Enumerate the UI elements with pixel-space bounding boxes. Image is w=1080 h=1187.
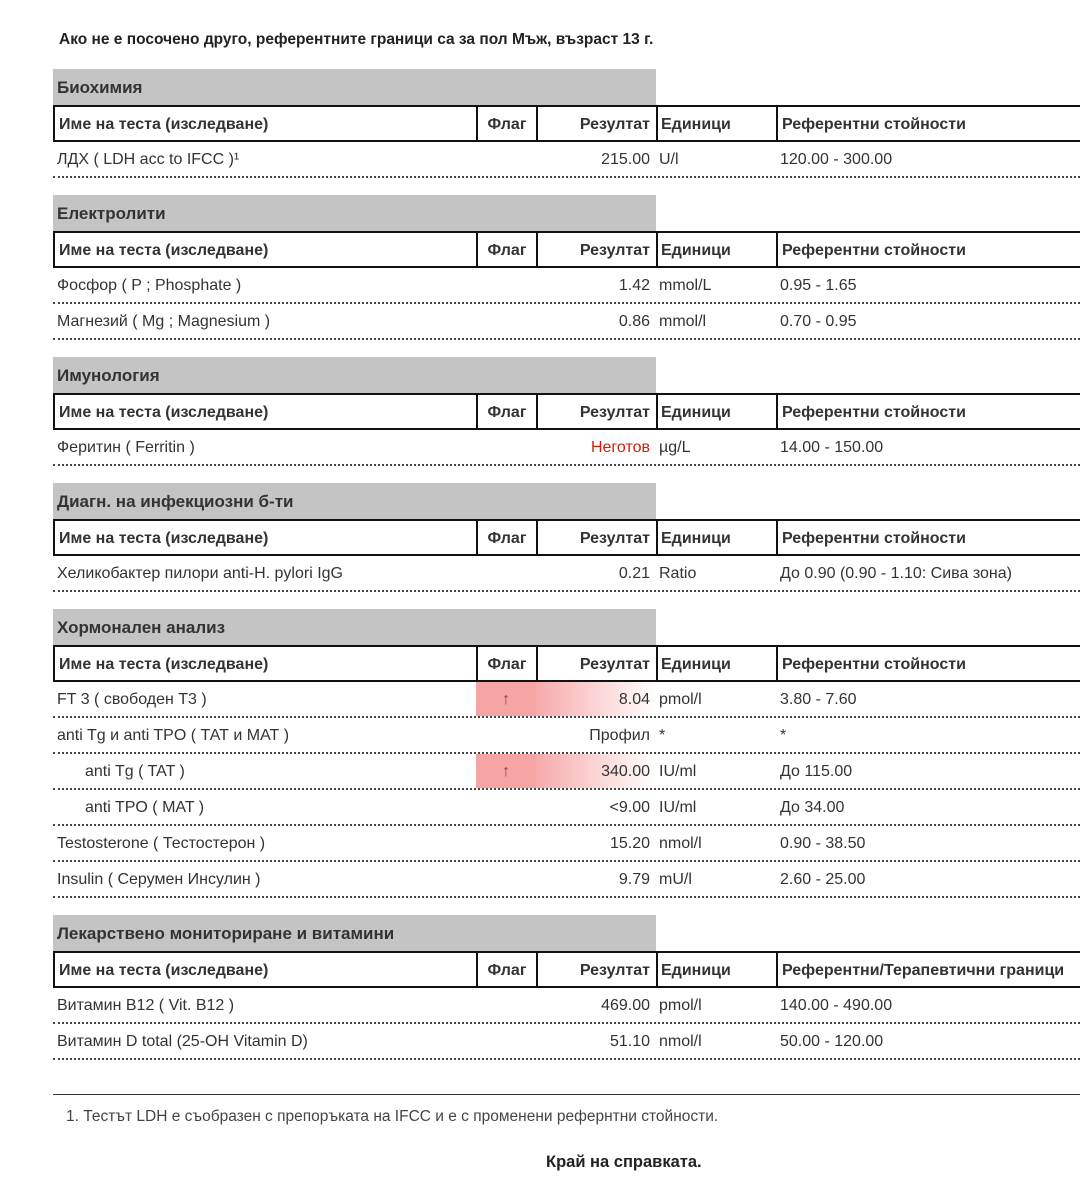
column-header-result: Резултат <box>538 521 658 554</box>
flag <box>476 268 536 302</box>
column-header-result: Резултат <box>538 647 658 680</box>
reference-range: 0.90 - 38.50 <box>780 835 866 852</box>
table-row <box>53 430 1080 466</box>
table-row <box>53 268 1080 304</box>
flag <box>476 142 536 176</box>
units: Ratio <box>659 565 697 582</box>
result: 215.00 <box>601 151 650 168</box>
column-header-units: Единици <box>658 395 778 428</box>
section-title: Хормонален анализ <box>53 609 656 645</box>
units: pmol/l <box>659 691 702 708</box>
flag <box>476 1024 536 1058</box>
table-row <box>53 556 1080 592</box>
table-row <box>53 790 1080 826</box>
units: mmol/L <box>659 277 712 294</box>
units: mmol/l <box>659 313 707 330</box>
section <box>53 483 1080 592</box>
column-header-flag: Флаг <box>478 953 538 986</box>
flag-up-arrow-icon: ↑ <box>476 754 536 788</box>
section <box>53 195 1080 340</box>
flag <box>476 862 536 896</box>
test-name: Testosterone ( Тестостерон ) <box>57 835 266 852</box>
table-row <box>53 304 1080 340</box>
table-header <box>53 519 1080 556</box>
column-header-flag: Флаг <box>478 233 538 266</box>
test-name: anti TPO ( MAT ) <box>85 799 205 816</box>
test-name: anti Tg ( TAT ) <box>85 763 185 780</box>
section <box>53 357 1080 466</box>
units: IU/ml <box>659 763 697 780</box>
column-header-result: Резултат <box>538 233 658 266</box>
flag <box>476 718 536 752</box>
reference-note: Ако не е посочено друго, референтните граници са за пол Мъж, възраст 13 г. <box>59 31 654 48</box>
result: Неготов <box>590 439 650 456</box>
column-header-test-name: Име на теста (изследване) <box>55 953 478 986</box>
reference-range: До 34.00 <box>780 799 845 816</box>
reference-range: 0.70 - 0.95 <box>780 313 857 330</box>
units: µg/L <box>659 439 691 456</box>
column-header-reference-range: Референтни стойности <box>782 404 966 421</box>
reference-range: 50.00 - 120.00 <box>780 1033 884 1050</box>
column-header-units: Единици <box>658 953 778 986</box>
units: IU/ml <box>659 799 697 816</box>
column-header-result: Резултат <box>538 395 658 428</box>
column-header-test-name: Име на теста (изследване) <box>55 107 478 140</box>
column-header-reference-range: Референтни/Терапевтични граници <box>782 962 1065 979</box>
result: <9.00 <box>609 799 650 816</box>
result: 340.00 <box>536 754 656 788</box>
result: 9.79 <box>618 871 650 888</box>
reference-range: 2.60 - 25.00 <box>780 871 866 888</box>
reference-range: 140.00 - 490.00 <box>780 997 893 1014</box>
section <box>53 69 1080 178</box>
table-row <box>53 1024 1080 1060</box>
units: nmol/l <box>659 1033 702 1050</box>
flag <box>476 304 536 338</box>
test-name: Хеликобактер пилори anti-H. pylori IgG <box>57 565 343 582</box>
column-header-test-name: Име на теста (изследване) <box>55 233 478 266</box>
table-header <box>53 231 1080 268</box>
column-header-flag: Флаг <box>478 395 538 428</box>
table-row <box>53 862 1080 898</box>
column-header-result: Резултат <box>538 107 658 140</box>
reference-range: * <box>780 727 787 744</box>
flag <box>476 826 536 860</box>
column-header-test-name: Име на теста (изследване) <box>55 521 478 554</box>
reference-range: 120.00 - 300.00 <box>780 151 893 168</box>
units: pmol/l <box>659 997 702 1014</box>
end-of-report: Край на справката. <box>546 1153 702 1171</box>
footnote-divider <box>53 1094 1080 1095</box>
section-title: Имунология <box>53 357 656 393</box>
flag <box>476 556 536 590</box>
section <box>53 915 1080 1060</box>
result: 51.10 <box>609 1033 650 1050</box>
column-header-units: Единици <box>658 107 778 140</box>
column-header-flag: Флаг <box>478 107 538 140</box>
units: mU/l <box>659 871 692 888</box>
table-header <box>53 645 1080 682</box>
result: 15.20 <box>609 835 650 852</box>
table-row <box>53 826 1080 862</box>
table-row <box>53 142 1080 178</box>
test-name: FT 3 ( свободен Т3 ) <box>57 691 207 708</box>
column-header-flag: Флаг <box>478 647 538 680</box>
flag <box>476 988 536 1022</box>
test-name: Магнезий ( Mg ; Magnesium ) <box>57 313 271 330</box>
table-row <box>53 754 1080 790</box>
section-title: Електролити <box>53 195 656 231</box>
table-header <box>53 393 1080 430</box>
test-name: Феритин ( Ferritin ) <box>57 439 195 456</box>
reference-range: 3.80 - 7.60 <box>780 691 857 708</box>
column-header-units: Единици <box>658 233 778 266</box>
flag-up-arrow-icon: ↑ <box>476 682 536 716</box>
column-header-reference-range: Референтни стойности <box>782 656 966 673</box>
result: 0.86 <box>618 313 650 330</box>
test-name: ЛДХ ( LDH acc to IFCC )¹ <box>57 151 240 168</box>
table-row <box>53 988 1080 1024</box>
result: 1.42 <box>618 277 650 294</box>
units: U/l <box>659 151 679 168</box>
column-header-units: Единици <box>658 647 778 680</box>
reference-range: 14.00 - 150.00 <box>780 439 884 456</box>
result: 8.04 <box>536 682 656 716</box>
result: 0.21 <box>618 565 650 582</box>
section-title: Биохимия <box>53 69 656 105</box>
result: 469.00 <box>601 997 650 1014</box>
reference-range: 0.95 - 1.65 <box>780 277 857 294</box>
column-header-reference-range: Референтни стойности <box>782 530 966 547</box>
test-name: Фосфор ( P ; Phosphate ) <box>57 277 242 294</box>
column-header-result: Резултат <box>538 953 658 986</box>
table-header <box>53 951 1080 988</box>
test-name: Витамин D total (25-OH Vitamin D) <box>57 1033 308 1050</box>
test-name: Витамин B12 ( Vit. B12 ) <box>57 997 235 1014</box>
footnote: 1. Тестът LDH е съобразен с препоръката на IFCC и е с променени рефернтни стойности. <box>66 1108 719 1125</box>
flag <box>476 790 536 824</box>
units: * <box>659 727 666 744</box>
test-name: Insulin ( Серумен Инсулин ) <box>57 871 261 888</box>
units: nmol/l <box>659 835 702 852</box>
table-row <box>53 682 1080 718</box>
section-title: Диагн. на инфекциозни б-ти <box>53 483 656 519</box>
result: Профил <box>589 727 650 744</box>
reference-range: До 0.90 (0.90 - 1.10: Сива зона) <box>780 565 1012 582</box>
column-header-units: Единици <box>658 521 778 554</box>
column-header-reference-range: Референтни стойности <box>782 242 966 259</box>
column-header-flag: Флаг <box>478 521 538 554</box>
reference-range: До 115.00 <box>780 763 853 780</box>
section <box>53 609 1080 898</box>
test-name: anti Tg и anti TPO ( ТАТ и МАТ ) <box>57 727 290 744</box>
table-header <box>53 105 1080 142</box>
table-row <box>53 718 1080 754</box>
results-sections <box>53 69 1080 1077</box>
flag <box>476 430 536 464</box>
column-header-test-name: Име на теста (изследване) <box>55 647 478 680</box>
column-header-test-name: Име на теста (изследване) <box>55 395 478 428</box>
column-header-reference-range: Референтни стойности <box>782 116 966 133</box>
section-title: Лекарствено мониториране и витамини <box>53 915 656 951</box>
